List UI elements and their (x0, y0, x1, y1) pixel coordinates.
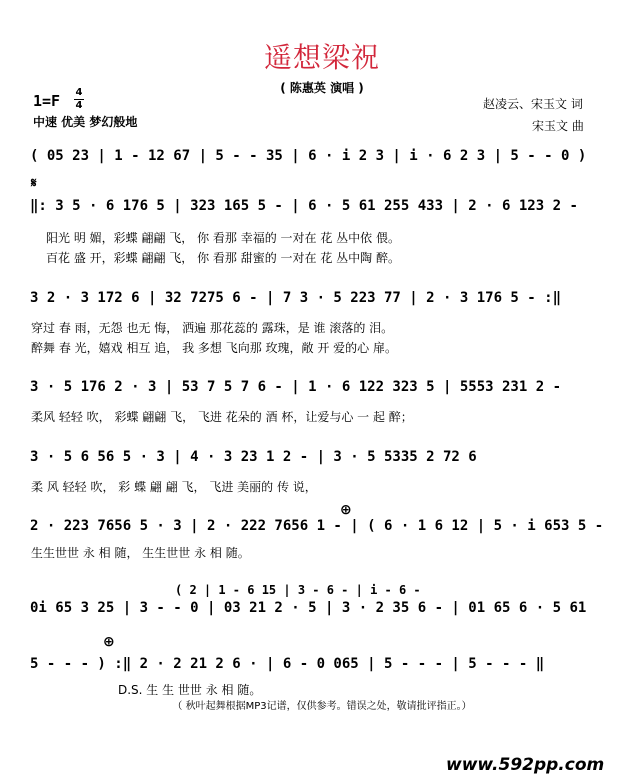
segno-sign: 𝄋 (31, 176, 37, 191)
lyric-line-7: 生生世世 永 相 随， 生生世世 永 相 随。 (31, 546, 250, 560)
score-line-8: 5 - - - ) :‖ 2 · 2 21 2 6 · | 6 - 0 065 | 5 - - - | 5 - - - ‖ (30, 656, 545, 672)
lyric-line-8: D.S. 生 生 世世 永 相 随。 (118, 683, 262, 697)
lyric-line-6: 柔 风 轻轻 吹， 彩 蝶 翩 翩 飞， 飞进 美丽的 传 说， (31, 480, 317, 494)
volta-top-line: ( 2 | 1 - 6 15 | 3 - 6 - | i - 6 - (175, 583, 421, 597)
coda-sign-2: ⊕ (103, 634, 115, 650)
lyric-line-2: 百花 盛 开，彩蝶 翩翩 飞， 你 看那 甜蜜的 一对在 花 丛中陶 醉。 (46, 251, 400, 265)
site-watermark: www.592pp.com (446, 755, 605, 775)
score-line-1: ( 05 23 | 1 - 12 67 | 5 - - 35 | 6 · i 2 3 | i · 6 2 3 | 5 - - 0 ) (30, 148, 587, 164)
singer-credit: ( 陈惠英 演唱 ) (280, 81, 364, 95)
score-line-3: 3 2 · 3 172 6 | 32 7275 6 - | 7 3 · 5 223 77 | 2 · 3 176 5 - :‖ (30, 290, 562, 306)
key-signature: 1=F (33, 92, 61, 110)
footer-note: （ 秋叶起舞根据MP3记谱，仅供参考。错误之处，敬请批评指正。） (172, 701, 472, 712)
lyric-line-1: 阳光 明 媚，彩蝶 翩翩 飞， 你 看那 幸福的 一对在 花 丛中依 偎。 (46, 231, 400, 245)
time-signature (74, 88, 84, 111)
score-line-5: 3 · 5 6 56 5 · 3 | 4 · 3 23 1 2 - | 3 · 5 5335 2 72 6 (30, 449, 477, 465)
coda-sign-1: ⊕ (340, 502, 352, 518)
composer-credit: 宋玉文 曲 (532, 119, 584, 133)
lyricist-credit: 赵凌云、宋玉文 词 (483, 97, 583, 111)
tempo-marking: 中速 优美 梦幻般地 (33, 115, 138, 129)
meter-top: 4 (75, 87, 83, 98)
meter-bottom: 4 (75, 100, 83, 111)
lyric-line-3: 穿过 春 雨，无怨 也无 悔， 洒遍 那花蕊的 露珠，是 谁 滚落的 泪。 (31, 321, 394, 335)
song-title: 遥想梁祝 (263, 41, 380, 74)
score-line-7: 0i 65 3 25 | 3 - - 0 | 03 21 2 · 5 | 3 · 2 35 6 - | 01 65 6 · 5 61 (30, 600, 587, 616)
lyric-line-5: 柔风 轻轻 吹， 彩蝶 翩翩 飞， 飞进 花朵的 酒 杯，让爱与心 一 起 醉； (31, 410, 413, 424)
score-line-6: 2 · 223 7656 5 · 3 | 2 · 222 7656 1 - | ( 6 · 1 6 12 | 5 · i 653 5 - (30, 518, 604, 534)
score-line-2: ‖: 3 5 · 6 176 5 | 323 165 5 - | 6 · 5 61 255 433 | 2 · 6 123 2 - (30, 198, 578, 214)
score-line-4: 3 · 5 176 2 · 3 | 53 7 5 7 6 - | 1 · 6 122 323 5 | 5553 231 2 - (30, 379, 562, 395)
lyric-line-4: 醉舞 春 光，嬉戏 相互 追， 我 多想 飞向那 玫瑰，敞 开 爱的心 扉。 (31, 341, 397, 355)
